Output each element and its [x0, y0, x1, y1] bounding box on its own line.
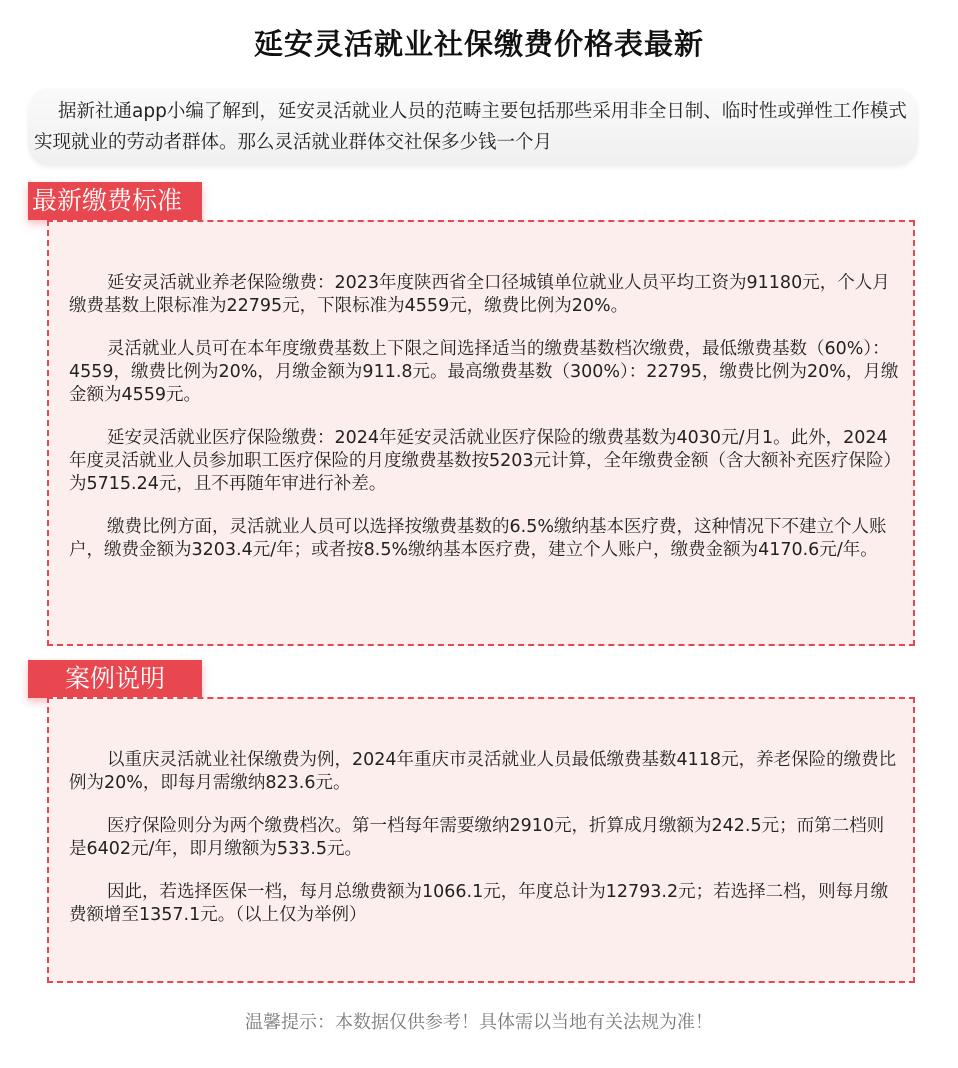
paragraph: 延安灵活就业医疗保险缴费：2024年延安灵活就业医疗保险的缴费基数为4030元/月1。此外，2024年度灵活就业人员参加职工医疗保险的月度缴费基数按5203元计算，全年缴费金额（含大额补充医疗保险）为5715.24元，且不再随年审进行补差。	[69, 428, 893, 494]
section-label-standard: 最新缴费标准	[28, 182, 202, 220]
section-standard	[47, 220, 915, 646]
footer-note: 温馨提示：本数据仅供参考！具体需以当地有关法规为准！	[245, 1012, 713, 1033]
paragraph: 灵活就业人员可在本年度缴费基数上下限之间选择适当的缴费基数档次缴费，最低缴费基数（60%）：4559，缴费比例为20%，月缴金额为911.8元。最高缴费基数（300%）：22795，缴费比例为20%，月缴金额为4559元。	[69, 339, 899, 405]
paragraph: 缴费比例方面，灵活就业人员可以选择按缴费基数的6.5%缴纳基本医疗费，这种情况下不建立个人账户，缴费金额为3203.4元/年；或者按8.5%缴纳基本医疗费，建立个人账户，缴费金额为4170.6元/年。	[69, 517, 887, 560]
page-title: 延安灵活就业社保缴费价格表最新	[253, 27, 704, 61]
paragraph: 以重庆灵活就业社保缴费为例，2024年重庆市灵活就业人员最低缴费基数4118元，养老保险的缴费比例为20%，即每月需缴纳823.6元。	[69, 750, 897, 793]
section-label-case: 案例说明	[28, 660, 202, 698]
paragraph: 因此，若选择医保一档，每月总缴费额为1066.1元，年度总计为12793.2元；若选择二档，则每月缴费额增至1357.1元。（以上仅为举例）	[69, 882, 889, 925]
intro-text: 据新社通app小编了解到，延安灵活就业人员的范畴主要包括那些采用非全日制、临时性或弹性工作模式实现就业的劳动者群体。那么灵活就业群体交社保多少钱一个月	[34, 101, 907, 153]
paragraph: 延安灵活就业养老保险缴费：2023年度陕西省全口径城镇单位就业人员平均工资为91180元，个人月缴费基数上限标准为22795元，下限标准为4559元，缴费比例为20%。	[69, 273, 890, 316]
section-case	[47, 697, 915, 983]
paragraph: 医疗保险则分为两个缴费档次。第一档每年需要缴纳2910元，折算成月缴额为242.5元；而第二档则是6402元/年，即月缴额为533.5元。	[69, 816, 885, 859]
intro-box	[28, 88, 918, 166]
